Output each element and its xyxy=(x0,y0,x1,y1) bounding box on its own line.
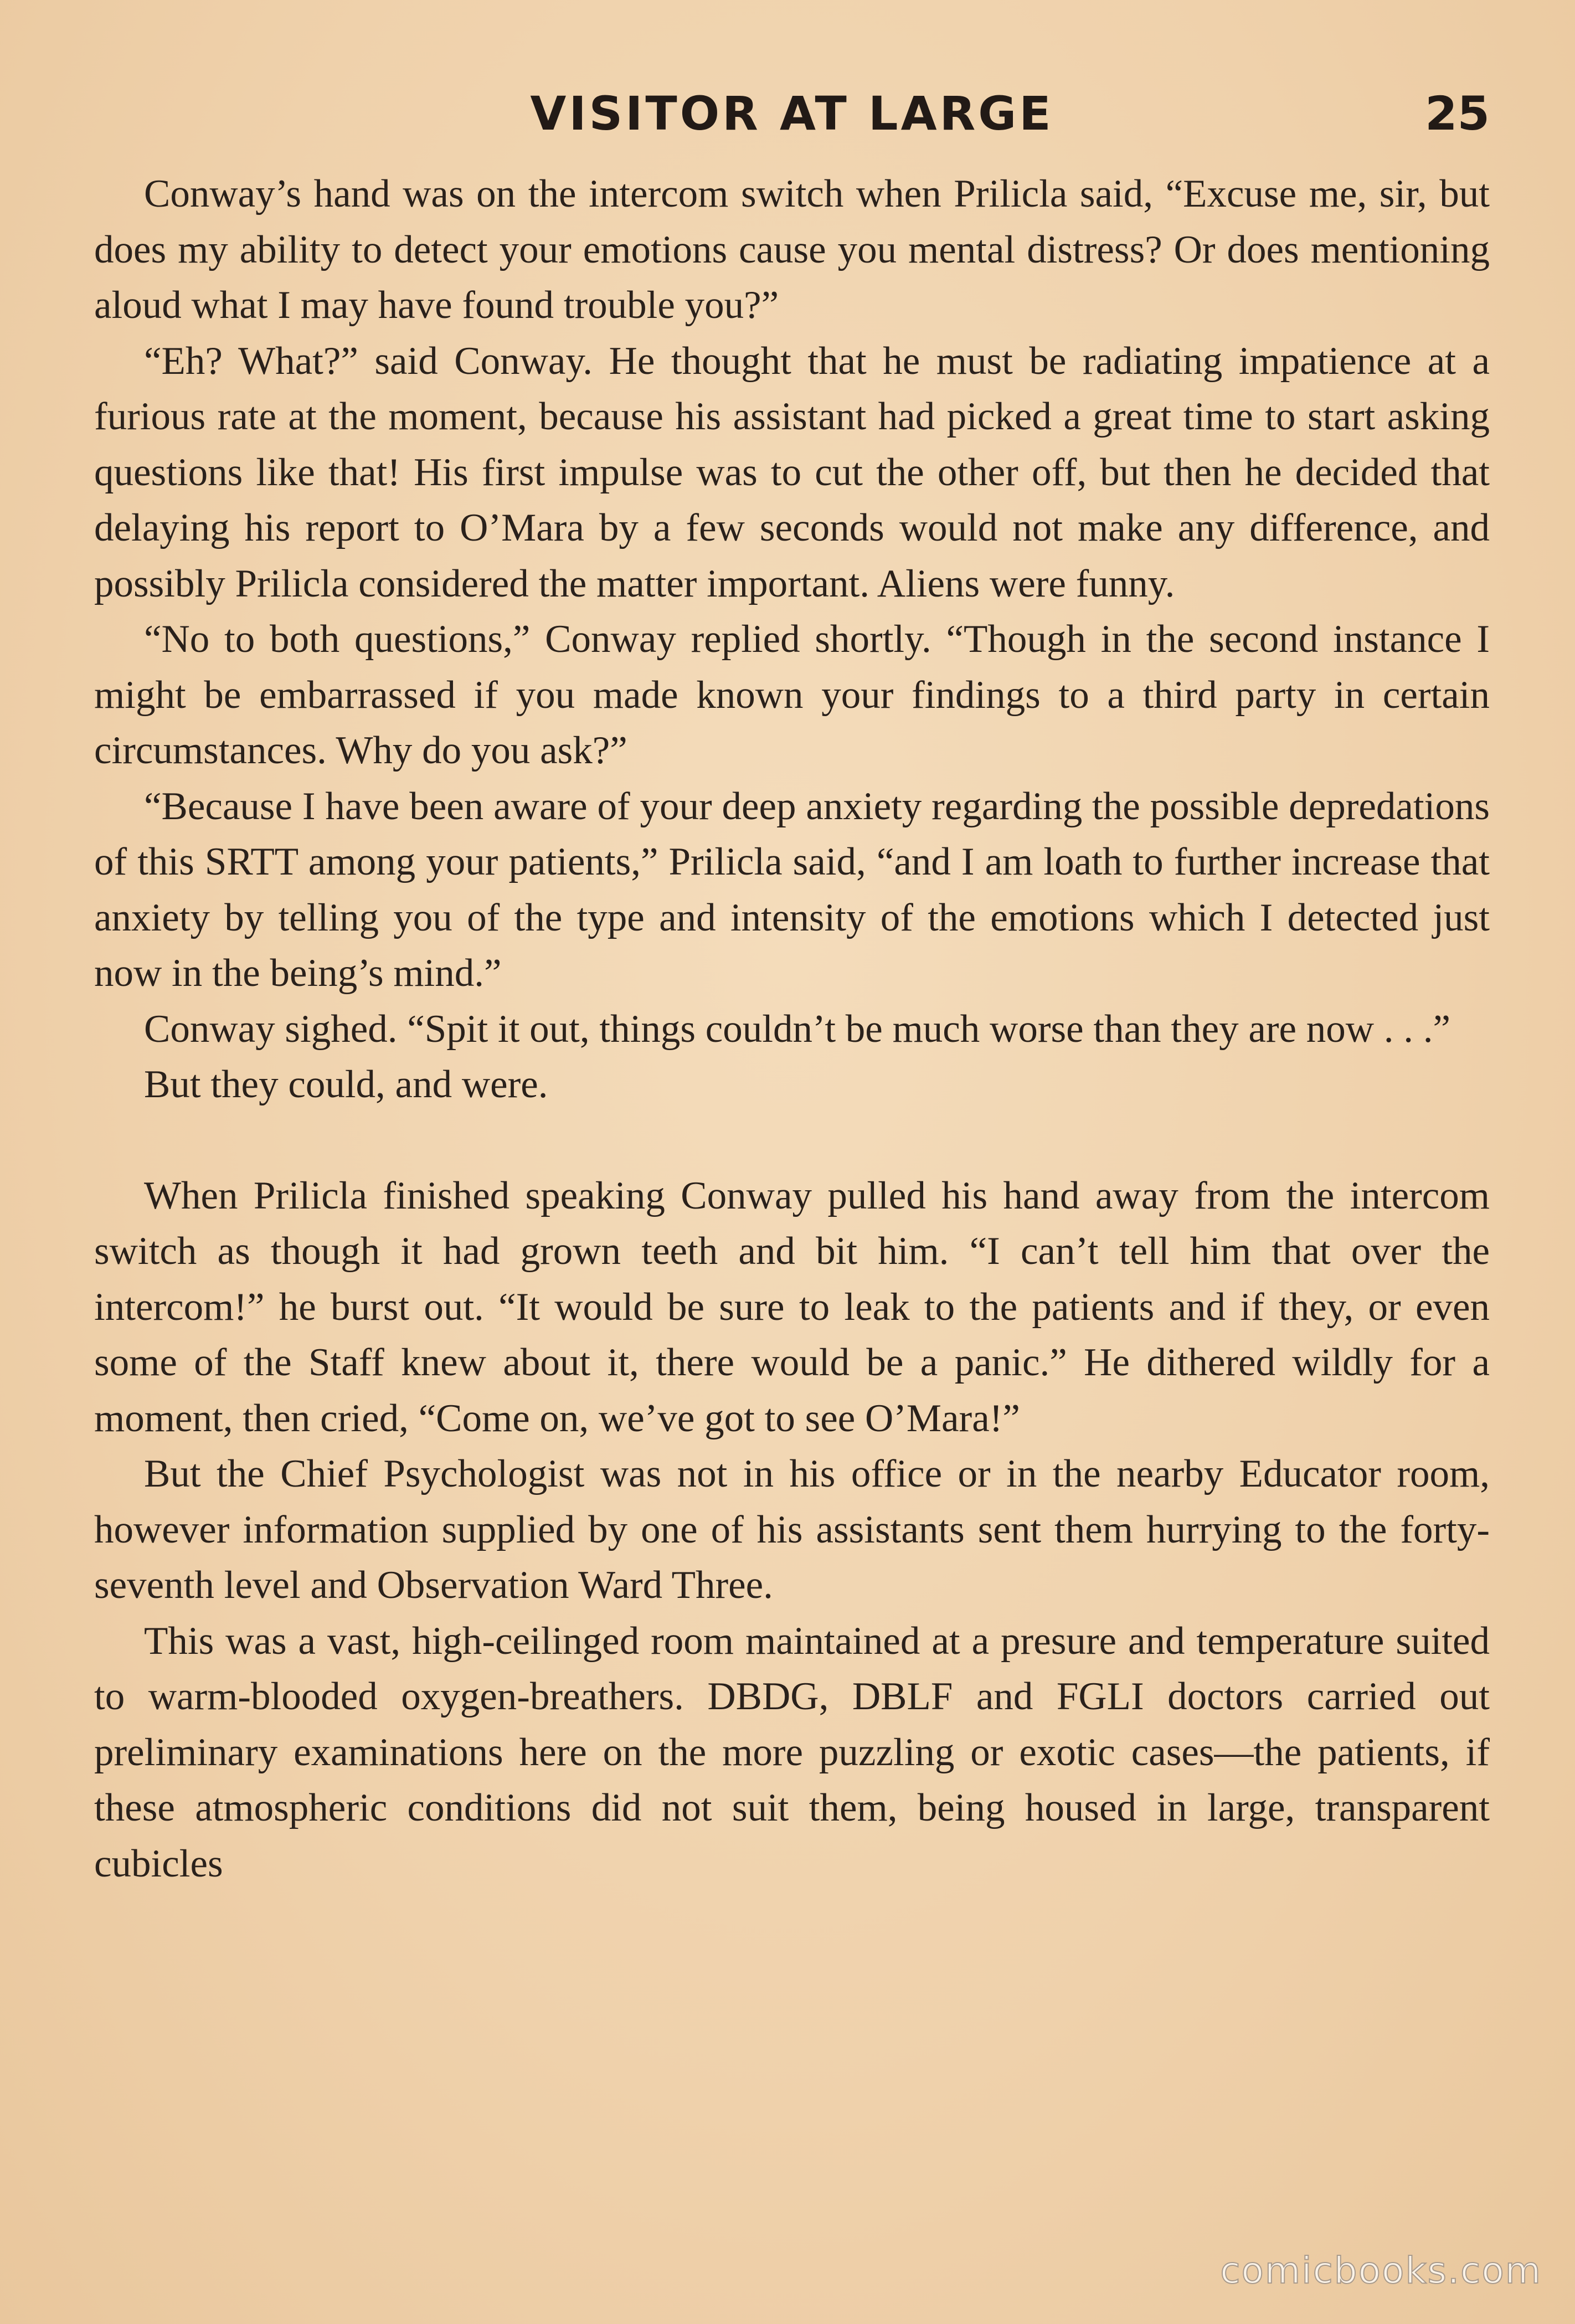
book-page xyxy=(94,83,1490,2243)
body-text xyxy=(94,166,1490,1891)
paragraph: “Because I have been aware of your deep anxiety regarding the possible depredations of this SRTT among your patients,” Prilicla said, “and I am loath to further increase that anxiety by telling you of the type and intensity of the emotions which I detected just now in the being’s mind.” xyxy=(94,784,1490,995)
paragraph: Conway’s hand was on the intercom switch when Prilicla said, “Excuse me, sir, but does my ability to detect your emotions cause you mental distress? Or does mentioning aloud what I may have found trouble you?” xyxy=(94,172,1490,327)
running-title: VISITOR AT LARGE xyxy=(530,86,1054,141)
paragraph: Conway sighed. “Spit it out, things couldn’t be much worse than they are now . . .” xyxy=(144,1007,1451,1051)
watermark: comicbooks.com xyxy=(1220,2249,1542,2292)
paragraph: “No to both questions,” Conway replied shortly. “Though in the second instance I might be embarrassed if you made known your findings to a third party in certain circumstances. Why do you ask?” xyxy=(94,618,1490,772)
paragraph: This was a vast, high-ceilinged room maintained at a presure and temperature suited to warm-blooded oxygen-breathers. DBDG, DBLF and FGLI doctors carried out preliminary examinations here on the more puzzling or exotic cases—the patients, if these atmospheric conditions did not suit them, being housed in large, transparent cubicles xyxy=(94,1619,1490,1885)
paragraph: But the Chief Psychologist was not in his office or in the nearby Educator room, however information supplied by one of his assistants sent them hurrying to the forty-seventh level and Observation Ward Three. xyxy=(94,1452,1490,1607)
paragraph: But they could, and were. xyxy=(144,1063,548,1106)
running-head xyxy=(94,83,1490,155)
paragraph: “Eh? What?” said Conway. He thought that he must be radiating impatience at a furious rate at the moment, because his assistant had picked a great time to start asking questions like that! His first impulse was to cut the other off, but then he decided that delaying his report to O’Mara by a few seconds would not make any difference, and possibly Prilicla considered the matter important. Aliens were funny. xyxy=(94,339,1490,605)
paragraph: When Prilicla finished speaking Conway pulled his hand away from the intercom switch as though it had grown teeth and bit him. “I can’t tell him that over the intercom!” he burst out. “It would be sure to leak to the patients and if they, or even some of the Staff knew about it, there would be a panic.” He dithered wildly for a moment, then cried, “Come on, we’ve got to see O’Mara!” xyxy=(94,1174,1490,1440)
page-number: 25 xyxy=(1425,86,1490,141)
